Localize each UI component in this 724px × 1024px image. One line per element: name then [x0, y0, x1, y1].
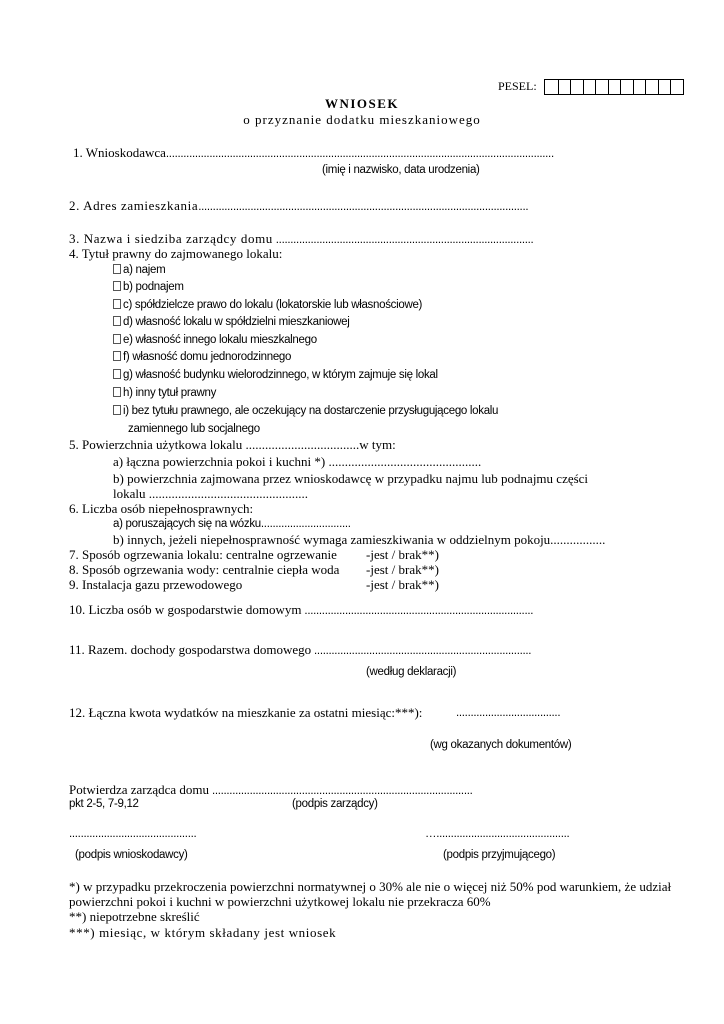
- field-applicant[interactable]: [73, 146, 554, 161]
- legal-title-option-i[interactable]: i) bez tytułu prawnego, ale oczekujący na dostarczenie przysługującego lokalu: [113, 405, 498, 418]
- checkbox-icon[interactable]: [113, 299, 121, 309]
- checkbox-icon[interactable]: [113, 264, 121, 274]
- field-address[interactable]: [69, 199, 528, 214]
- field-household-size-label: 10. Liczba osób w gospodarstwie domowym: [69, 602, 302, 617]
- checkbox-icon[interactable]: [113, 369, 121, 379]
- legal-title-option-e[interactable]: e) własność innego lokalu mieszkalnego: [113, 334, 317, 347]
- pesel-digit-box[interactable]: [658, 80, 671, 94]
- checkbox-icon[interactable]: [113, 334, 121, 344]
- field-applicant-area-cont: lokalu .................................................: [113, 486, 308, 501]
- field-manager[interactable]: [69, 232, 533, 247]
- receiver-signature-hint: (podpis przyjmującego): [443, 849, 556, 861]
- checkbox-icon[interactable]: [113, 387, 121, 397]
- applicant-signature-hint: (podpis wnioskodawcy): [75, 849, 188, 861]
- field-heating-value[interactable]: -jest / brak**): [366, 547, 439, 562]
- checkbox-icon[interactable]: [113, 281, 121, 291]
- disabled-persons-heading: 6. Liczba osób niepełnosprawnych:: [69, 501, 254, 516]
- field-address-dots: ..................................................................................................................: [198, 201, 529, 213]
- pesel-digit-box[interactable]: [608, 80, 621, 94]
- field-wheelchair-users[interactable]: a) poruszających się na wózku...............................: [113, 518, 351, 530]
- checkbox-icon[interactable]: [113, 405, 121, 415]
- field-gas-label: 9. Instalacja gazu przewodowego: [69, 577, 243, 592]
- legal-title-option-g[interactable]: g) własność budynku wielorodzinnego, w którym zajmuje się lokal: [113, 369, 438, 382]
- manager-signature-hint: (podpis zarządcy): [292, 798, 378, 810]
- field-household-income-label: 11. Razem. dochody gospodarstwa domowego: [69, 642, 312, 657]
- legal-title-heading: 4. Tytuł prawny do zajmowanego lokalu:: [69, 246, 283, 261]
- manager-confirmation-pkt: pkt 2-5, 7-9,12: [69, 798, 139, 810]
- legal-title-option-c[interactable]: c) spółdzielcze prawo do lokalu (lokatorskie lub własnościowe): [113, 299, 422, 312]
- legal-title-option-d[interactable]: d) własność lokalu w spółdzielni mieszkaniowej: [113, 316, 350, 329]
- field-applicant-dots: ......................................................................................................................................: [165, 148, 554, 160]
- legal-title-option-i-cont: zamiennego lub socjalnego: [128, 423, 260, 435]
- footnote-1-line-1: *) w przypadku przekroczenia powierzchni normatywnej o 30% ale nie o więcej niż 50% pod warunkiem, że udział: [69, 879, 672, 894]
- legal-title-option-a[interactable]: a) najem: [113, 264, 165, 277]
- document-subtitle: o przyznanie dodatku mieszkaniowego: [243, 112, 481, 127]
- field-household-income[interactable]: [69, 643, 531, 658]
- pesel-digit-box[interactable]: [545, 80, 558, 94]
- field-applicant-area[interactable]: b) powierzchnia zajmowana przez wnioskodawcę w przypadku najmu lub podnajmu części: [113, 471, 589, 486]
- applicant-signature-line[interactable]: ............................................: [69, 828, 197, 840]
- pesel-digit-box[interactable]: [583, 80, 596, 94]
- document-title: WNIOSEK: [324, 96, 400, 111]
- legal-title-option-h[interactable]: h) inny tytuł prawny: [113, 387, 216, 400]
- field-household-income-hint: (według deklaracji): [366, 666, 457, 678]
- pesel-digit-box[interactable]: [595, 80, 608, 94]
- manager-confirmation-label: Potwierdza zarządca domu: [69, 782, 210, 797]
- receiver-signature-line[interactable]: …..............................................: [425, 828, 570, 840]
- field-usable-area[interactable]: 5. Powierzchnia użytkowa lokalu ...................................w tym:: [69, 437, 396, 452]
- field-gas-value[interactable]: -jest / brak**): [366, 577, 439, 592]
- pesel-digit-box[interactable]: [570, 80, 583, 94]
- field-household-income-dots: ...........................................................................: [311, 645, 532, 657]
- legal-title-option-f[interactable]: f) własność domu jednorodzinnego: [113, 351, 291, 364]
- field-water-heating-value[interactable]: -jest / brak**): [366, 562, 439, 577]
- manager-confirmation[interactable]: [69, 783, 473, 798]
- field-heating-label: 7. Sposób ogrzewania lokalu: centralne ogrzewanie: [69, 547, 337, 562]
- pesel-digit-box[interactable]: [558, 80, 571, 94]
- field-rooms-kitchen-area[interactable]: a) łączna powierzchnia pokoi i kuchni *) ...............................................: [113, 454, 482, 469]
- pesel-digit-box[interactable]: [670, 80, 683, 94]
- field-housing-expenses-label: 12. Łączna kwota wydatków na mieszkanie za ostatni miesiąc:***):: [69, 705, 423, 720]
- footnote-2: **) niepotrzebne skreślić: [69, 909, 200, 924]
- legal-title-option-b[interactable]: b) podnajem: [113, 281, 184, 294]
- field-housing-expenses-hint: (wg okazanych dokumentów): [430, 739, 572, 751]
- field-water-heating-label: 8. Sposób ogrzewania wody: centralnie ciepła woda: [69, 562, 340, 577]
- field-manager-label: 3. Nazwa i siedziba zarządcy domu: [69, 231, 273, 246]
- pesel-label: PESEL:: [498, 79, 537, 93]
- pesel-digit-box[interactable]: [633, 80, 646, 94]
- footnote-1-line-2: powierzchni pokoi i kuchni w powierzchni użytkowej lokalu nie przekracza 60%: [69, 894, 491, 909]
- checkbox-icon[interactable]: [113, 351, 121, 361]
- field-housing-expenses-dots[interactable]: ....................................: [456, 707, 561, 719]
- footnote-3: ***) miesiąc, w którym składany jest wniosek: [69, 925, 337, 940]
- field-applicant-label: 1. Wnioskodawca: [73, 145, 166, 160]
- field-address-label: 2. Adres zamieszkania: [69, 198, 199, 213]
- pesel-input-boxes[interactable]: [544, 79, 684, 95]
- pesel-digit-box[interactable]: [645, 80, 658, 94]
- checkbox-icon[interactable]: [113, 316, 121, 326]
- field-household-size[interactable]: [69, 603, 533, 618]
- pesel-digit-box[interactable]: [620, 80, 633, 94]
- manager-confirmation-dots: ..........................................................................................: [209, 785, 473, 797]
- field-household-size-dots: ...............................................................................: [301, 605, 534, 617]
- field-other-disabled[interactable]: b) innych, jeżeli niepełnosprawność wymaga zamieszkiwania w oddzielnym pokoju.................: [113, 532, 606, 547]
- field-manager-dots: .........................................................................................: [272, 234, 534, 246]
- field-applicant-hint: (imię i nazwisko, data urodzenia): [322, 164, 480, 176]
